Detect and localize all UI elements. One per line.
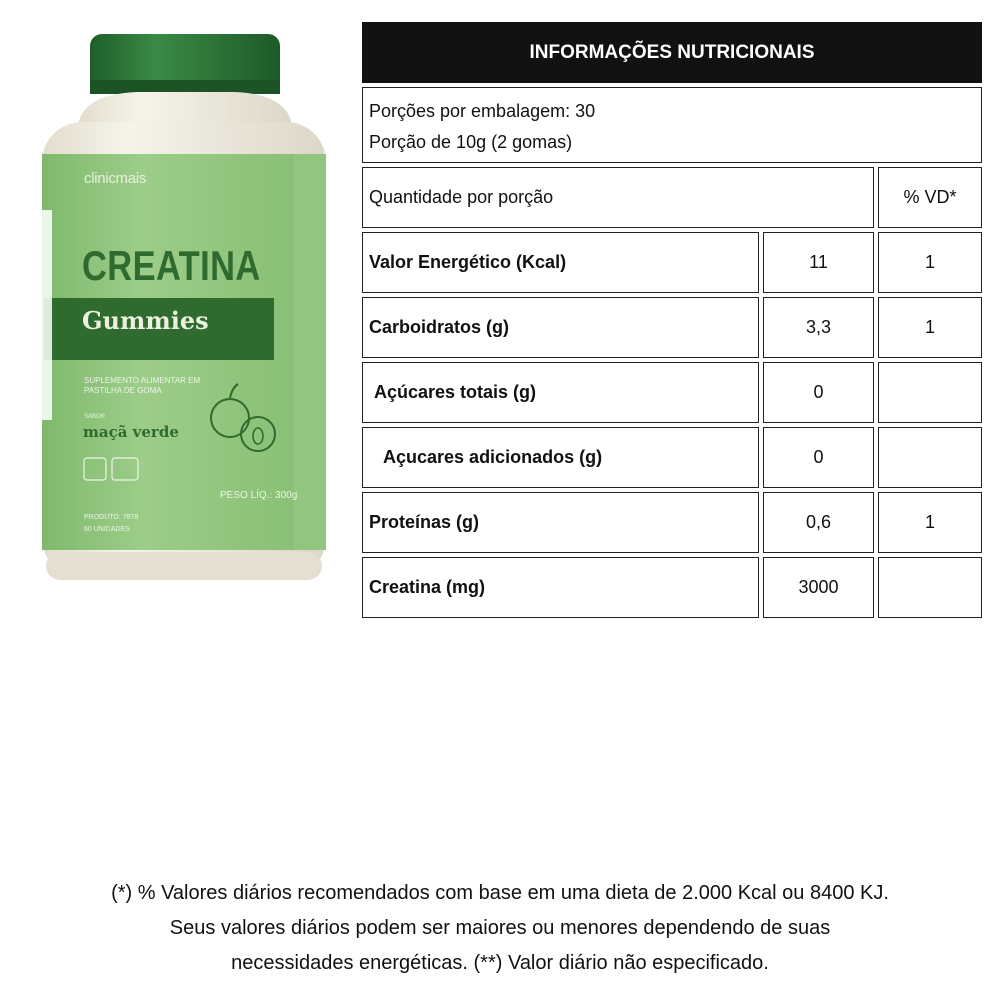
footnote-line-2: Seus valores diários podem ser maiores ou menores dependendo de suas — [169, 917, 831, 939]
nutrient-vd-total-sugars — [878, 362, 982, 423]
brand-logo: clinicmais — [84, 170, 147, 187]
product-image — [38, 30, 330, 590]
nutrient-amount-energy: 11 — [763, 232, 874, 293]
nutrient-amount-protein: 0,6 — [763, 492, 874, 553]
footnote-line-3: necessidades energéticas. (**) Valor diário não especificado. — [231, 952, 769, 974]
nutrient-amount-creatine: 3000 — [763, 557, 874, 618]
nutrient-vd-added-sugars — [878, 427, 982, 488]
footnote — [0, 876, 1000, 981]
product-units: 60 UNIDADES — [84, 526, 130, 533]
net-weight: PESO LÍQ.: 300g — [220, 490, 298, 501]
nutrition-table-title: INFORMAÇÕES NUTRICIONAIS — [362, 22, 982, 83]
quantity-header: Quantidade por porção — [362, 167, 874, 228]
nutrient-vd-protein: 1 — [878, 492, 982, 553]
nutrient-label-creatine: Creatina (mg) — [362, 557, 759, 618]
flavor-name: maçã verde — [83, 423, 179, 441]
product-name: CREATINA — [82, 242, 261, 289]
footnote-line-1: (*) % Valores diários recomendados com base em uma dieta de 2.000 Kcal ou 8400 KJ. — [111, 882, 889, 904]
servings-per-package: Porções por embalagem: 30 — [369, 101, 596, 121]
product-code-block — [84, 512, 138, 536]
nutrient-vd-carbs: 1 — [878, 297, 982, 358]
product-code: PRODUTO: 7878 — [84, 514, 139, 521]
flavor-label: SABOR — [84, 414, 106, 420]
nutrient-vd-creatine — [878, 557, 982, 618]
nutrient-label-added-sugars: Açucares adicionados (g) — [362, 427, 759, 488]
product-description: SUPLEMENTO ALIMENTAR EM PASTILHA DE GOMA — [84, 376, 201, 395]
nutrient-amount-added-sugars: 0 — [763, 427, 874, 488]
nutrient-vd-energy: 1 — [878, 232, 982, 293]
servings-info — [362, 87, 982, 163]
nutrient-label-protein: Proteínas (g) — [362, 492, 759, 553]
vd-header: % VD* — [878, 167, 982, 228]
nutrient-amount-total-sugars: 0 — [763, 362, 874, 423]
nutrient-label-total-sugars: Açúcares totais (g) — [362, 362, 759, 423]
product-subtitle: Gummies — [82, 306, 209, 335]
nutrient-label-carbs: Carboidratos (g) — [362, 297, 759, 358]
nutrient-label-energy: Valor Energético (Kcal) — [362, 232, 759, 293]
serving-size: Porção de 10g (2 gomas) — [369, 132, 573, 152]
nutrient-amount-carbs: 3,3 — [763, 297, 874, 358]
